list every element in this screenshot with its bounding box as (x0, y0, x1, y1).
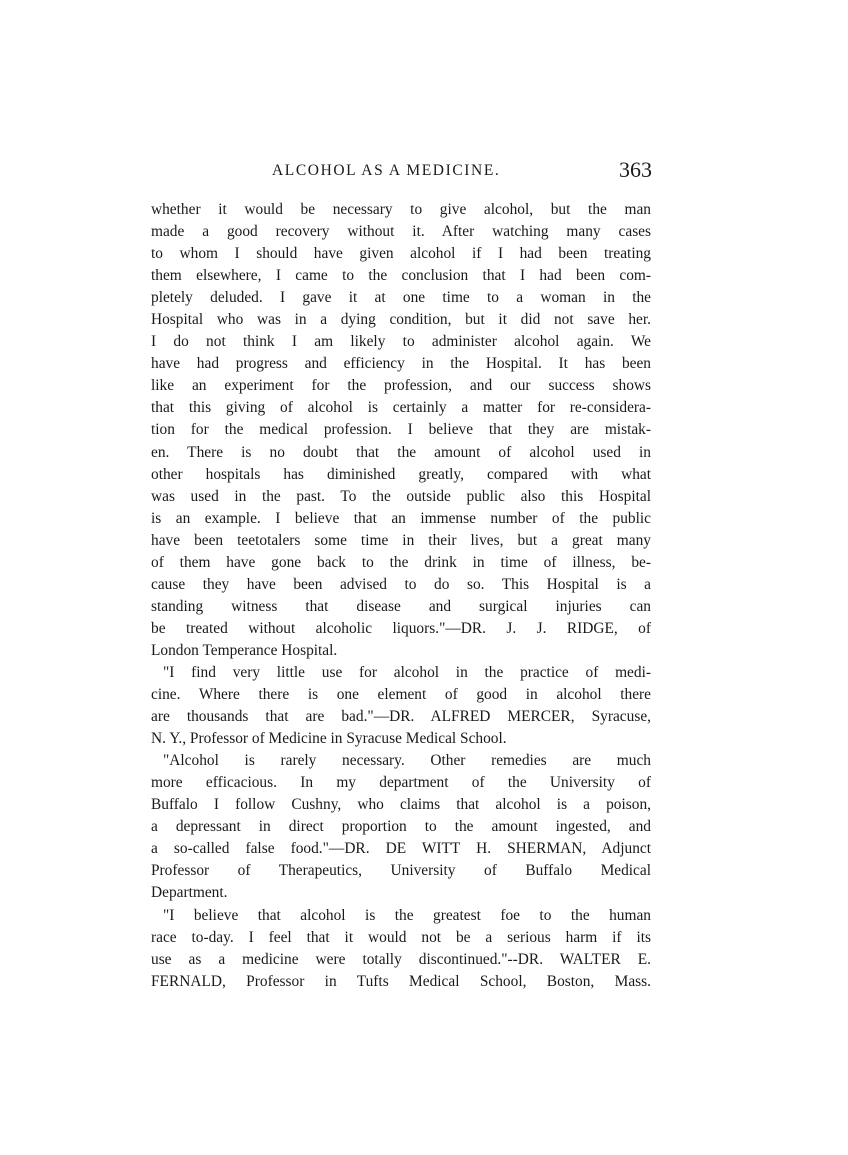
text-line: Department. (151, 884, 228, 902)
text-line: I do not think I am likely to administer alcohol again. We (151, 333, 651, 351)
text-line: like an experiment for the profession, and our success shows (151, 377, 651, 395)
text-line: have been teetotalers some time in their lives, but a great many (151, 531, 651, 549)
text-line: was used in the past. To the outside public also this Hospital (151, 487, 651, 505)
text-line: Professor of Therapeutics, University of Buffalo Medical (151, 862, 651, 880)
text-line: a so-called false food."—DR. DE WITT H. SHERMAN, Adjunct (151, 840, 651, 858)
text-line: en. There is no doubt that the amount of alcohol used in (151, 443, 651, 461)
text-line: London Temperance Hospital. (151, 641, 338, 659)
text-line: race to-day. I feel that it would not be a serious harm if its (151, 928, 651, 946)
text-line: that this giving of alcohol is certainly a matter for re-considera- (151, 399, 651, 417)
text-line: "I believe that alcohol is the greatest foe to the human (163, 906, 651, 924)
text-line: N. Y., Professor of Medicine in Syracuse Medical School. (151, 730, 507, 748)
text-line: Buffalo I follow Cushny, who claims that alcohol is a poison, (151, 796, 651, 814)
text-line: more efficacious. In my department of the University of (151, 774, 651, 792)
text-line: them elsewhere, I came to the conclusion that I had been com- (151, 267, 651, 285)
page-number: 363 (619, 157, 652, 182)
text-line: Hospital who was in a dying condition, but it did not save her. (151, 311, 651, 329)
running-head (150, 157, 652, 186)
text-line: "Alcohol is rarely necessary. Other remedies are much (163, 752, 651, 770)
text-line: use as a medicine were totally discontinued."--DR. WALTER E. (151, 950, 651, 968)
text-line: whether it would be necessary to give alcohol, but the man (151, 201, 651, 218)
text-line: be treated without alcoholic liquors."—DR. J. J. RIDGE, of (151, 619, 651, 637)
text-line: to whom I should have given alcohol if I had been treating (151, 245, 651, 263)
text-line: standing witness that disease and surgical injuries can (151, 597, 651, 615)
body-text (151, 199, 651, 993)
text-line: cause they have been advised to do so. This Hospital is a (151, 575, 651, 593)
text-line: made a good recovery without it. After watching many cases (151, 223, 651, 241)
text-line: cine. Where there is one element of good in alcohol there (151, 686, 651, 704)
text-line: are thousands that are bad."—DR. ALFRED MERCER, Syracuse, (151, 708, 651, 726)
text-line: pletely deluded. I gave it at one time to a woman in the (151, 289, 651, 307)
text-line: a depressant in direct proportion to the amount ingested, and (151, 818, 651, 836)
text-line: tion for the medical profession. I believe that they are mistak- (151, 421, 651, 439)
text-line: have had progress and efficiency in the Hospital. It has been (151, 355, 651, 373)
text-line: "I find very little use for alcohol in the practice of medi- (163, 663, 651, 681)
text-line: other hospitals has diminished greatly, compared with what (151, 465, 651, 483)
text-line: is an example. I believe that an immense number of the public (151, 509, 651, 527)
text-line: of them have gone back to the drink in time of illness, be- (151, 553, 651, 571)
running-title: ALCOHOL AS A MEDICINE. (272, 162, 501, 179)
text-line: FERNALD, Professor in Tufts Medical School, Boston, Mass. (151, 972, 651, 990)
